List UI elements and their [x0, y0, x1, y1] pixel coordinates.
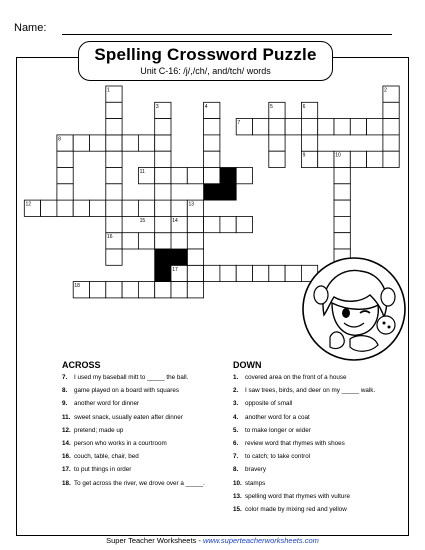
grid-cell[interactable] — [187, 216, 203, 232]
grid-number: 7 — [237, 120, 241, 127]
grid-block — [171, 249, 187, 265]
grid-cell[interactable] — [106, 200, 122, 216]
grid-cell[interactable] — [334, 216, 350, 232]
across-clue — [62, 387, 179, 394]
grid-block — [220, 168, 236, 184]
across-clue-text: to put things in order — [74, 466, 132, 474]
grid-cell[interactable] — [122, 233, 138, 249]
grid-cell[interactable] — [106, 216, 122, 232]
grid-cell[interactable] — [269, 265, 285, 281]
across-clue — [62, 374, 188, 381]
grid-cell[interactable] — [236, 265, 252, 281]
grid-cell[interactable] — [204, 265, 220, 281]
grid-cell[interactable] — [57, 151, 73, 167]
grid-cell[interactable] — [106, 119, 122, 135]
across-clue-text: To get across the river, we drove over a _____. — [74, 479, 205, 487]
grid-cell[interactable] — [350, 119, 366, 135]
down-clue — [233, 414, 310, 421]
grid-cell[interactable] — [138, 282, 154, 298]
grid-cell[interactable] — [236, 168, 252, 184]
down-clue-text: another word for a coat — [245, 413, 310, 421]
down-clue — [233, 506, 347, 513]
down-clue-number: 5. — [233, 426, 239, 434]
grid-cell[interactable] — [187, 249, 203, 265]
grid-cell[interactable] — [155, 119, 171, 135]
grid-cell[interactable] — [155, 151, 171, 167]
down-clue-number: 3. — [233, 400, 239, 408]
across-clue — [62, 480, 205, 487]
down-clue — [233, 466, 266, 473]
grid-cell[interactable] — [383, 102, 399, 118]
grid-cell[interactable] — [334, 184, 350, 200]
grid-number: 6 — [302, 103, 306, 110]
grid-cell[interactable] — [334, 200, 350, 216]
grid-cell[interactable] — [106, 282, 122, 298]
grid-cell[interactable] — [90, 282, 106, 298]
grid-cell[interactable] — [187, 168, 203, 184]
grid-cell[interactable] — [106, 102, 122, 118]
grid-cell[interactable] — [155, 200, 171, 216]
down-clue-text: review word that rhymes with shoes — [245, 440, 345, 447]
down-clue-text: stamps — [245, 479, 266, 487]
grid-cell[interactable] — [383, 135, 399, 151]
across-clue-number: 7. — [62, 374, 68, 381]
footer-text: Super Teacher Worksheets - — [106, 536, 203, 545]
grid-number: 4 — [204, 103, 208, 110]
across-clue — [62, 414, 183, 421]
grid-cell[interactable] — [350, 151, 366, 167]
grid-cell[interactable] — [318, 151, 334, 167]
down-clue-text: I saw trees, birds, and deer on my _____ walk. — [245, 387, 376, 395]
grid-cell[interactable] — [171, 168, 187, 184]
grid-cell[interactable] — [204, 168, 220, 184]
down-clue-number: 13. — [233, 492, 242, 500]
down-clue-number: 6. — [233, 440, 239, 447]
across-clue — [62, 440, 167, 447]
across-clue-text: another word for dinner — [74, 400, 140, 408]
grid-cell[interactable] — [155, 282, 171, 298]
down-clue-text: to make longer or wider — [245, 426, 311, 434]
grid-number: 15 — [139, 217, 146, 224]
grid-cell[interactable] — [106, 151, 122, 167]
grid-cell[interactable] — [301, 119, 317, 135]
grid-cell[interactable] — [334, 233, 350, 249]
across-clue — [62, 400, 139, 407]
grid-cell[interactable] — [106, 249, 122, 265]
grid-cell[interactable] — [122, 200, 138, 216]
grid-cell[interactable] — [204, 216, 220, 232]
grid-block — [155, 265, 171, 281]
grid-cell[interactable] — [155, 233, 171, 249]
grid-cell[interactable] — [138, 200, 154, 216]
grid-block — [204, 184, 220, 200]
grid-cell[interactable] — [138, 233, 154, 249]
grid-number: 12 — [25, 201, 32, 208]
grid-cell[interactable] — [367, 151, 383, 167]
grid-cell[interactable] — [90, 200, 106, 216]
grid-cell[interactable] — [57, 168, 73, 184]
grid-cell[interactable] — [155, 135, 171, 151]
down-clue-text: opposite of small — [245, 400, 293, 408]
grid-number: 13 — [188, 201, 195, 208]
grid-number: 5 — [270, 103, 273, 110]
across-clue-number: 11. — [62, 413, 71, 421]
across-clue-number: 14. — [62, 440, 71, 447]
down-clue — [233, 374, 347, 381]
grid-block — [220, 184, 236, 200]
grid-cell[interactable] — [334, 119, 350, 135]
across-clue-number: 12. — [62, 426, 71, 434]
grid-cell[interactable] — [269, 119, 285, 135]
grid-cell[interactable] — [285, 119, 301, 135]
across-clue-text: sweet snack, usually eaten after dinner — [74, 413, 183, 421]
grid-cell[interactable] — [57, 200, 73, 216]
grid-cell[interactable] — [204, 135, 220, 151]
down-clue — [233, 440, 345, 447]
grid-cell[interactable] — [106, 135, 122, 151]
footer-link[interactable]: www.superteacherworksheets.com — [202, 536, 319, 545]
grid-cell[interactable] — [301, 135, 317, 151]
down-clue-text: to catch; to take control — [245, 453, 311, 461]
grid-cell[interactable] — [187, 282, 203, 298]
down-clue-number: 8. — [233, 466, 239, 474]
down-clue — [233, 453, 310, 460]
down-clue-number: 4. — [233, 413, 239, 421]
grid-number: 8 — [58, 136, 61, 143]
grid-cell[interactable] — [122, 282, 138, 298]
across-clue-text: couch, table, chair, bed — [74, 453, 139, 461]
grid-cell[interactable] — [41, 200, 57, 216]
across-clue — [62, 453, 139, 460]
across-clue-number: 17. — [62, 466, 71, 474]
down-clue-number: 7. — [233, 453, 239, 461]
grid-cell[interactable] — [269, 135, 285, 151]
down-clue — [233, 493, 350, 500]
page-title: Spelling Crossword Puzzle — [94, 45, 317, 64]
grid-cell[interactable] — [187, 265, 203, 281]
grid-number: 18 — [74, 283, 80, 290]
across-clue-text: I used my baseball mitt to _____ the ball. — [74, 374, 189, 381]
grid-cell[interactable] — [57, 184, 73, 200]
down-clue-number: 10. — [233, 479, 242, 487]
down-clue-number: 1. — [233, 374, 239, 381]
down-clue-text: covered area on the front of a house — [245, 374, 347, 381]
grid-cell[interactable] — [73, 135, 89, 151]
across-clue — [62, 427, 123, 434]
across-clue-number: 16. — [62, 453, 71, 461]
footer — [0, 536, 425, 545]
grid-cell[interactable] — [220, 265, 236, 281]
across-clue — [62, 466, 131, 473]
grid-number: 9 — [302, 152, 306, 159]
grid-cell[interactable] — [253, 265, 269, 281]
grid-cell[interactable] — [236, 216, 252, 232]
down-clue-number: 2. — [233, 387, 239, 395]
across-heading: ACROSS — [62, 360, 101, 370]
grid-cell[interactable] — [138, 135, 154, 151]
title-banner — [78, 41, 333, 81]
across-clue-text: pretend; made up — [74, 426, 124, 434]
grid-number: 1 — [107, 87, 110, 94]
grid-number: 11 — [139, 169, 145, 175]
down-heading: DOWN — [233, 360, 262, 370]
across-clue-number: 18. — [62, 479, 71, 487]
grid-cell[interactable] — [73, 200, 89, 216]
down-clue-text: color made by mixing red and yellow — [245, 506, 347, 513]
grid-cell[interactable] — [155, 216, 171, 232]
grid-cell[interactable] — [220, 216, 236, 232]
grid-cell[interactable] — [122, 135, 138, 151]
across-clue-text: person who works in a courtroom — [74, 440, 167, 447]
grid-block — [155, 249, 171, 265]
grid-number: 2 — [384, 87, 387, 94]
grid-cell[interactable] — [90, 135, 106, 151]
down-clue — [233, 427, 311, 434]
down-clue-text: spelling word that rhymes with vulture — [245, 492, 350, 500]
grid-cell[interactable] — [155, 168, 171, 184]
grid-cell[interactable] — [171, 200, 187, 216]
grid-number: 14 — [172, 217, 178, 224]
down-clue-number: 15. — [233, 506, 242, 513]
grid-cell[interactable] — [106, 184, 122, 200]
down-clue — [233, 387, 375, 394]
across-clue-number: 9. — [62, 400, 68, 408]
grid-cell[interactable] — [171, 282, 187, 298]
name-label: Name: — [14, 22, 47, 34]
across-clue-number: 8. — [62, 387, 68, 395]
grid-cell[interactable] — [383, 119, 399, 135]
down-clue-text: bravery — [245, 466, 266, 474]
grid-cell[interactable] — [204, 119, 220, 135]
grid-cell[interactable] — [187, 233, 203, 249]
grid-number: 17 — [172, 266, 178, 273]
grid-cell[interactable] — [318, 119, 334, 135]
grid-cell[interactable] — [269, 151, 285, 167]
grid-cell[interactable] — [253, 119, 269, 135]
down-clue — [233, 480, 265, 487]
grid-cell[interactable] — [334, 168, 350, 184]
grid-number: 16 — [107, 234, 113, 241]
across-clue-text: game played on a board with squares — [74, 387, 180, 395]
grid-cell[interactable] — [106, 168, 122, 184]
grid-cell[interactable] — [155, 184, 171, 200]
grid-cell[interactable] — [367, 119, 383, 135]
grid-number: 3 — [155, 103, 159, 110]
grid-cell[interactable] — [204, 151, 220, 167]
grid-cell[interactable] — [285, 265, 301, 281]
girl-eating-illustration — [300, 255, 408, 363]
down-clue — [233, 400, 292, 407]
grid-cell[interactable] — [383, 151, 399, 167]
grid-number: 10 — [335, 152, 341, 159]
page-subtitle: Unit C-16: /j/,/ch/, and/tch/ words — [140, 66, 271, 76]
